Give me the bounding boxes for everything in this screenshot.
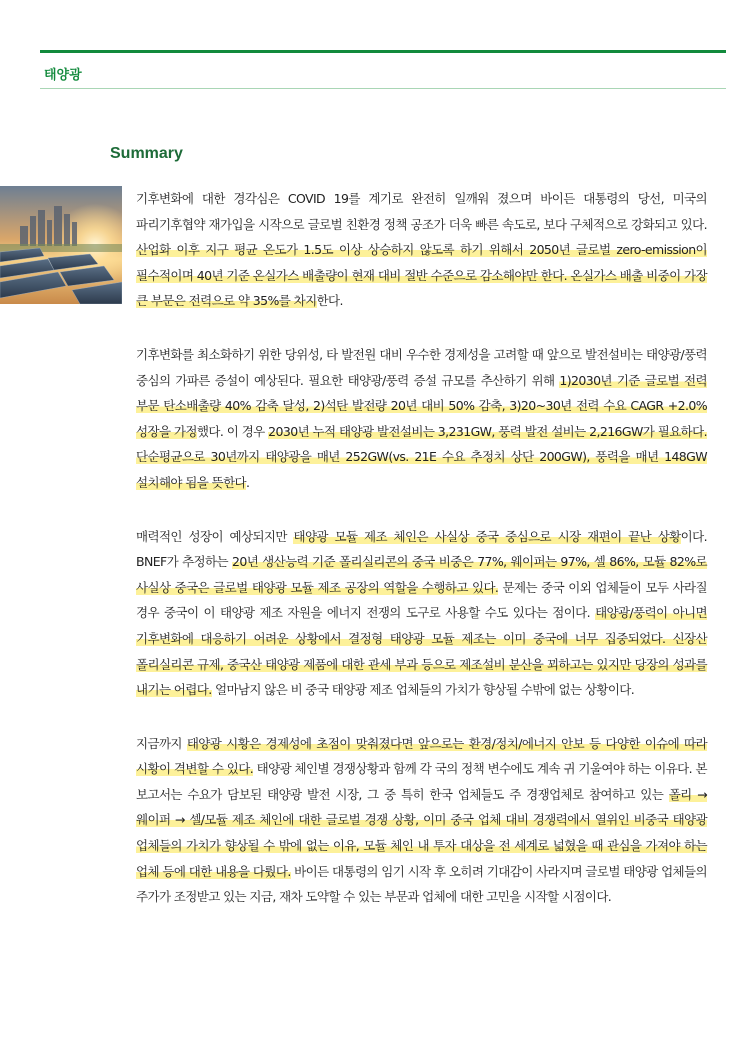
paragraph (136, 731, 707, 910)
highlighted-text: 2030년 누적 태양광 발전설비는 3,231GW, 풍력 발전 설비는 2,216GW가 필요하다. 단순평균으로 30년까지 태양광을 매년 252GW(vs. 21E 수요 추정치 상단 200GW), 풍력을 매년 148GW 설치해야 됨을 뜻한다 (136, 423, 708, 490)
body-text: 했다. 이 경우 (196, 423, 269, 439)
summary-heading: Summary (110, 145, 183, 162)
paragraph (136, 524, 707, 703)
body-text: 기후변화에 대한 경각심은 COVID 19를 계기로 완전히 일깨워 졌으며 바이든 대통령의 당선, 미국의 파리기후협약 재가입을 시작으로 글로벌 친환경 정책 공조가 더욱 빠른 속도로, 보다 구체적으로 강화되고 있다. (136, 191, 707, 232)
summary-body (136, 186, 707, 938)
body-text: 기후변화를 최소화하기 위한 당위성, 타 발전원 대비 우수한 경제성을 고려할 때 앞으로 발전설비는 태양광/풍력 중심의 가파른 증설이 예상된다. 필요한 태양광/풍력 증설 규모를 추산하기 위해 (136, 346, 707, 388)
body-text: . (246, 474, 250, 490)
highlighted-text: 태양광 시황은 경제성에 초점이 맞춰졌다면 앞으로는 환경/정치/에너지 안보 등 다양한 이슈에 따라 시황이 격변할 수 있다. (136, 735, 707, 777)
body-text: 지금까지 (136, 735, 187, 751)
body-text: 매력적인 성장이 예상되지만 (136, 528, 294, 544)
highlighted-text: 폴리 → 웨이퍼 → 셀/모듈 제조 체인에 대한 글로벌 경쟁 상황, 이미 중국 업체 대비 경쟁력에서 열위인 비중국 태양광 업체들의 가치가 향상될 수 밖에 없는 이유, 모듈 체인 내 투자 대상을 전 세계로 넓혔을 때 관심을 가져야 하는 업체 등에 대한 내용을 다뤘다. (136, 786, 707, 879)
highlighted-text: 태양광/풍력이 아니면 기후변화에 대응하기 어려운 상황에서 결정형 태양광 모듈 제조는 이미 중국에 너무 집중되었다. 신장산 폴리실리콘 규제, 중국산 태양광 제품에 대한 관세 부과 등으로 제조설비 분산을 꾀하고는 있지만 당장의 성과를 내기는 어렵다. (136, 605, 707, 698)
body-text: 바이든 대통령의 임기 시작 후 오히려 기대감이 사라지며 글로벌 태양광 업체들의 주가가 조정받고 있는 지금, 재차 도약할 수 있는 부문과 업체에 대한 고민을 시작할 시점이다. (136, 863, 707, 905)
highlighted-text: 1)2030년 기준 글로벌 전력 부문 탄소배출량 40% 감축 달성, 2)석탄 발전량 20년 대비 50% 감축, 3)20~30년 전력 수요 CAGR +2.0% 성장을 가정 (136, 372, 707, 439)
highlighted-text: 20년 생산능력 기준 폴리실리콘의 중국 비중은 77%, 웨이퍼는 97%, 셀 86%, 모듈 82%로 사실상 중국은 글로벌 태양광 모듈 제조 공장의 역할을 수행하고 있다. (136, 554, 707, 595)
header-bottom-rule (40, 88, 726, 89)
paragraph (136, 186, 707, 314)
header-top-rule (40, 50, 726, 53)
body-text: 문제는 중국 이외 업체들이 모두 사라질 경우 중국이 이 태양광 제조 자원을 에너지 전쟁의 도구로 사용할 수도 있다는 점이다. (136, 579, 707, 621)
solar-farm-image (0, 186, 122, 304)
body-text: 태양광 체인별 경쟁상황과 함께 각 국의 정책 변수에도 계속 귀 기울여야 하는 이유다. 본 보고서는 수요가 담보된 태양광 발전 시장, 그 중 특히 한국 업체들도 주 경쟁업체로 참여하고 있는 (136, 761, 707, 802)
highlighted-text: 산업화 이후 지구 평균 온도가 1.5도 이상 상승하지 않도록 하기 위해서 2050년 글로벌 zero-emission이 필수적이며 40년 기준 온실가스 배출량이 현재 대비 절반 수준으로 감소해야만 한다. 온실가스 배출 비중이 가장 큰 부문은 전력으로 약 35%를 차지 (136, 242, 707, 309)
highlighted-text: 태양광 모듈 제조 체인은 사실상 중국 중심으로 시장 재편이 끝난 상황 (293, 528, 681, 544)
body-text: 이다. BNEF가 추정하는 (136, 528, 707, 570)
paragraph (136, 342, 707, 496)
body-text: 한다. (316, 293, 343, 309)
body-text: 얼마남지 않은 비 중국 태양광 제조 업체들의 가치가 향상될 수밖에 없는 상황이다. (211, 682, 635, 698)
section-label: 태양광 (44, 68, 82, 83)
